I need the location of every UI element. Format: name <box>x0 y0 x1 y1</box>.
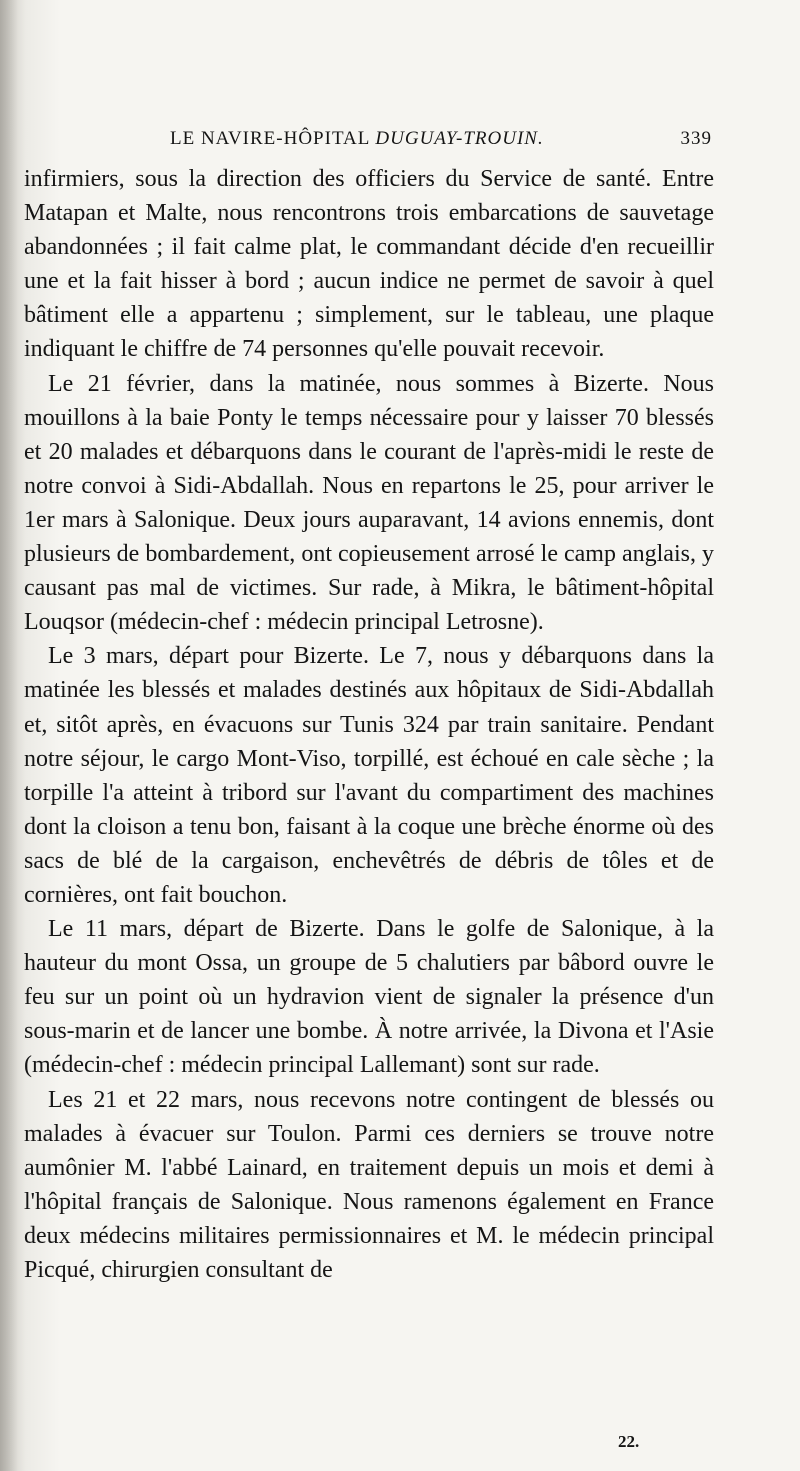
running-header <box>170 128 712 158</box>
page-number: 339 <box>680 128 712 149</box>
running-title <box>170 128 544 150</box>
title-prefix: LE NAVIRE-HÔPITAL <box>170 128 376 149</box>
body-text <box>24 162 714 1287</box>
paragraph: Le 21 février, dans la matinée, nous sommes à Bizerte. Nous mouillons à la baie Ponty le temps nécessaire pour y laisser 70 blessés et 20 malades et débarquons dans le courant de l'après-midi le reste de notre convoi à Sidi-Abdallah. Nous en repartons le 25, pour arriver le 1er mars à Salonique. Deux jours auparavant, 14 avions ennemis, dont plusieurs de bombardement, ont copieusement arrosé le camp anglais, y causant pas mal de victimes. Sur rade, à Mikra, le bâtiment-hôpital Louqsor (médecin-chef : médecin principal Letrosne). <box>24 370 714 636</box>
title-ship-name: DUGUAY-TROUIN. <box>375 128 544 149</box>
binding-shadow <box>0 0 18 1471</box>
paragraph: Le 11 mars, départ de Bizerte. Dans le golfe de Salonique, à la hauteur du mont Ossa, un groupe de 5 chalutiers par bâbord ouvre le feu sur un point où un hydravion vient de signaler la présence d'un sous-marin et de lancer une bombe. À notre arrivée, la Divona et l'Asie (médecin-chef : médecin principal Lallemant) sont sur rade. <box>24 916 714 1079</box>
signature-mark: 22. <box>618 1432 640 1451</box>
paragraph: Les 21 et 22 mars, nous recevons notre contingent de blessés ou malades à évacuer sur Toulon. Parmi ces derniers se trouve notre aumônier M. l'abbé Lainard, en traitement depuis un mois et demi à l'hôpital français de Salonique. Nous ramenons également en France deux médecins militaires permissionnaires et M. le médecin principal Picqué, chirurgien consultant de <box>24 1086 714 1283</box>
paragraph: infirmiers, sous la direction des officiers du Service de santé. Entre Matapan et Malte, nous rencontrons trois embarcations de sauvetage abandonnées ; il fait calme plat, le commandant décide d'en recueillir une et la fait hisser à bord ; aucun indice ne permet de savoir à quel bâtiment elle a appartenu ; simplement, sur le tableau, une plaque indiquant le chiffre de 74 personnes qu'elle pouvait recevoir. <box>24 166 714 363</box>
paragraph: Le 3 mars, départ pour Bizerte. Le 7, nous y débarquons dans la matinée les blessés et malades destinés aux hôpitaux de Sidi-Abdallah et, sitôt après, en évacuons sur Tunis 324 par train sanitaire. Pendant notre séjour, le cargo Mont-Viso, torpillé, est échoué en cale sèche ; la torpille l'a atteint à tribord sur l'avant du compartiment des machines dont la cloison a tenu bon, faisant à la coque une brèche énorme où des sacs de blé de la cargaison, enchevêtrés de débris de tôles et de cornières, ont fait bouchon. <box>24 643 714 908</box>
